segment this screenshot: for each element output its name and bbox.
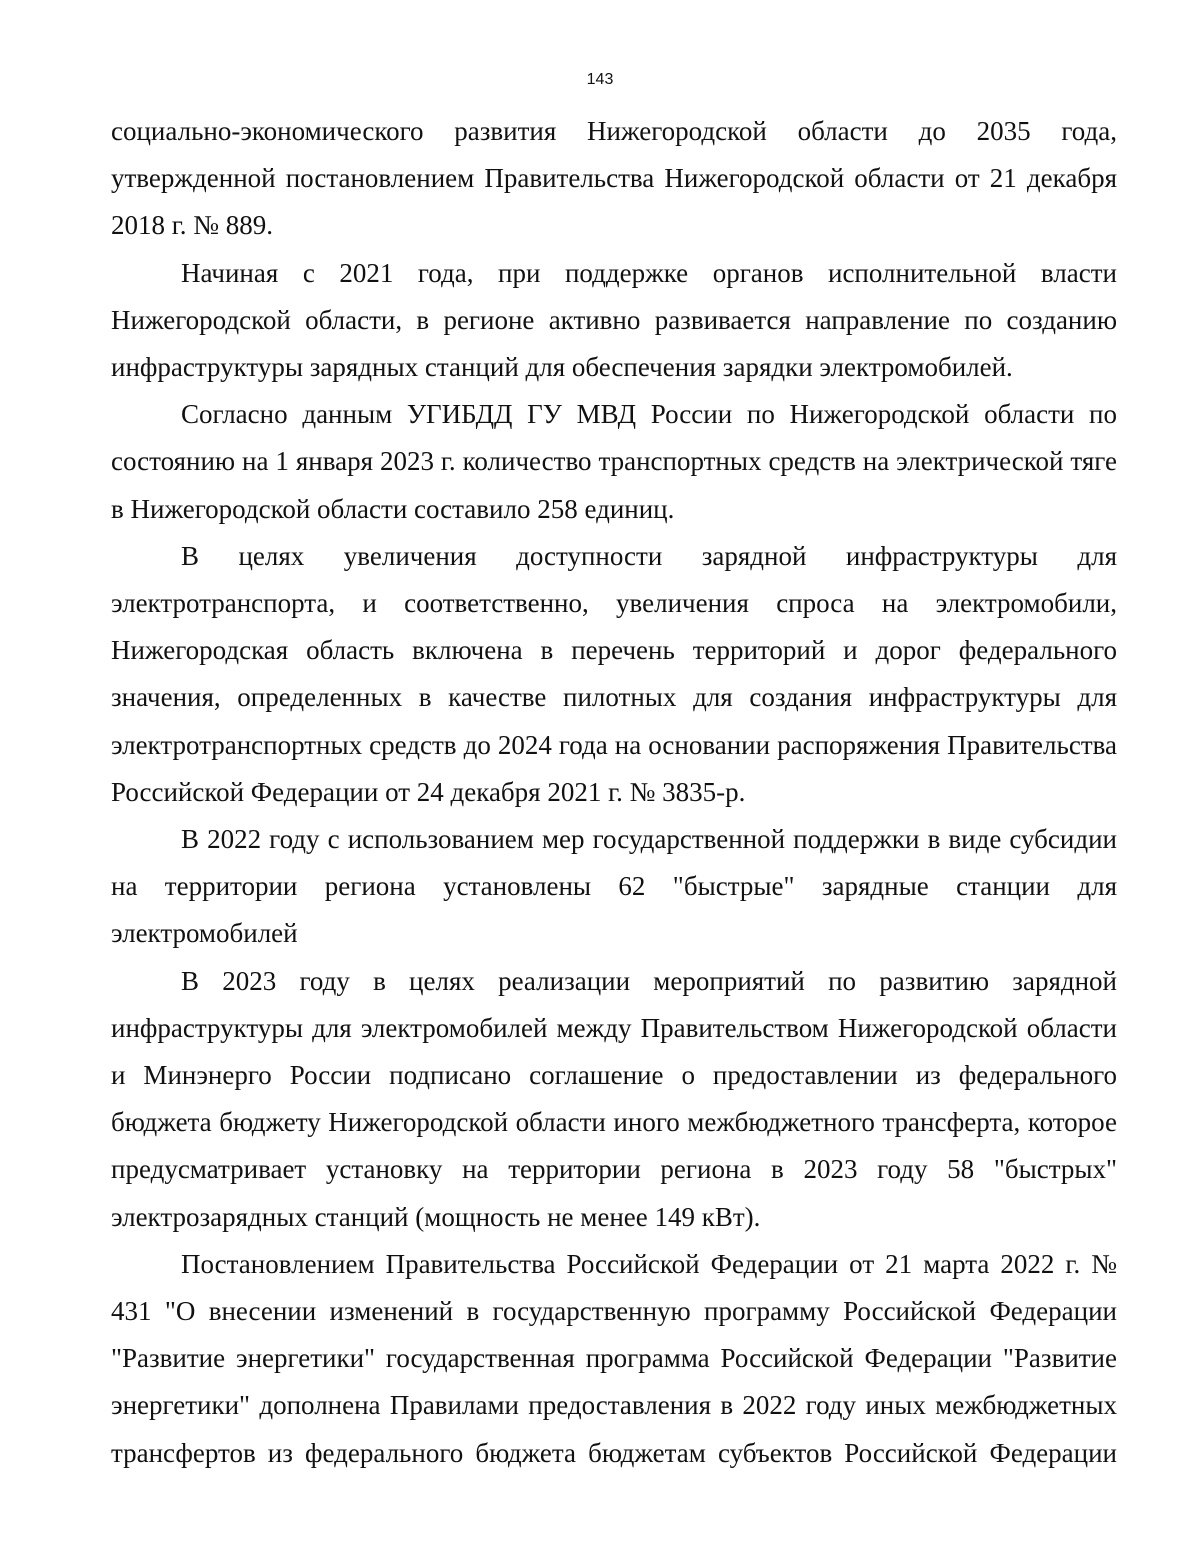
page-number: 143 — [586, 71, 614, 88]
paragraph-pilot-territories: В целях увеличения доступности зарядной инфраструктуры для электротранспорта, и соответственно, увеличения спроса на электромобили, Нижегородская область включена в перечень территорий и дорог федерального значения, определенных в качестве пилотных для создания инфраструктуры для электротранспортных средств до 2024 года на основании распоряжения Правительства Российской Федерации от 24 декабря 2021 г. № 3835-р. — [111, 540, 1117, 807]
document-body — [111, 108, 1117, 1477]
paragraph-charging-infrastructure: Начиная с 2021 года, при поддержке органов исполнительной власти Нижегородской области, в регионе активно развивается направление по созданию инфраструктуры зарядных станций для обеспечения зарядки электромобилей. — [111, 257, 1117, 383]
paragraph-strategy-reference: социально-экономического развития Нижегородской области до 2035 года, утвержденной постановлением Правительства Нижегородской области от 21 декабря 2018 г. № 889. — [111, 116, 1117, 241]
paragraph-2023-agreement: В 2023 году в целях реализации мероприятий по развитию зарядной инфраструктуры для электромобилей между Правительством Нижегородской области и Минэнерго России подписано соглашение о предоставлении из федерального бюджета бюджету Нижегородской области иного межбюджетного трансферта, которое предусматривает установку на территории региона в 2023 году 58 "быстрых" электрозарядных станций (мощность не менее 149 кВт). — [111, 965, 1117, 1232]
paragraph-government-resolution: Постановлением Правительства Российской Федерации от 21 марта 2022 г. № 431 "О внесении изменений в государственную программу Российской Федерации "Развитие энергетики" государственная программа Российской Федерации "Развитие энергетики" дополнена Правилами предоставления в 2022 году иных межбюджетных трансфертов из федерального бюджета бюджетам субъектов Российской Федерации — [111, 1248, 1117, 1468]
paragraph-2022-stations: В 2022 году с использованием мер государственной поддержки в виде субсидии на территории региона установлены 62 "быстрые" зарядные станции для электромобилей — [111, 824, 1117, 949]
paragraph-electric-vehicle-count: Согласно данным УГИБДД ГУ МВД России по Нижегородской области по состоянию на 1 января 2023 г. количество транспортных средств на электрической тяге в Нижегородской области составило 258 единиц. — [111, 399, 1117, 524]
